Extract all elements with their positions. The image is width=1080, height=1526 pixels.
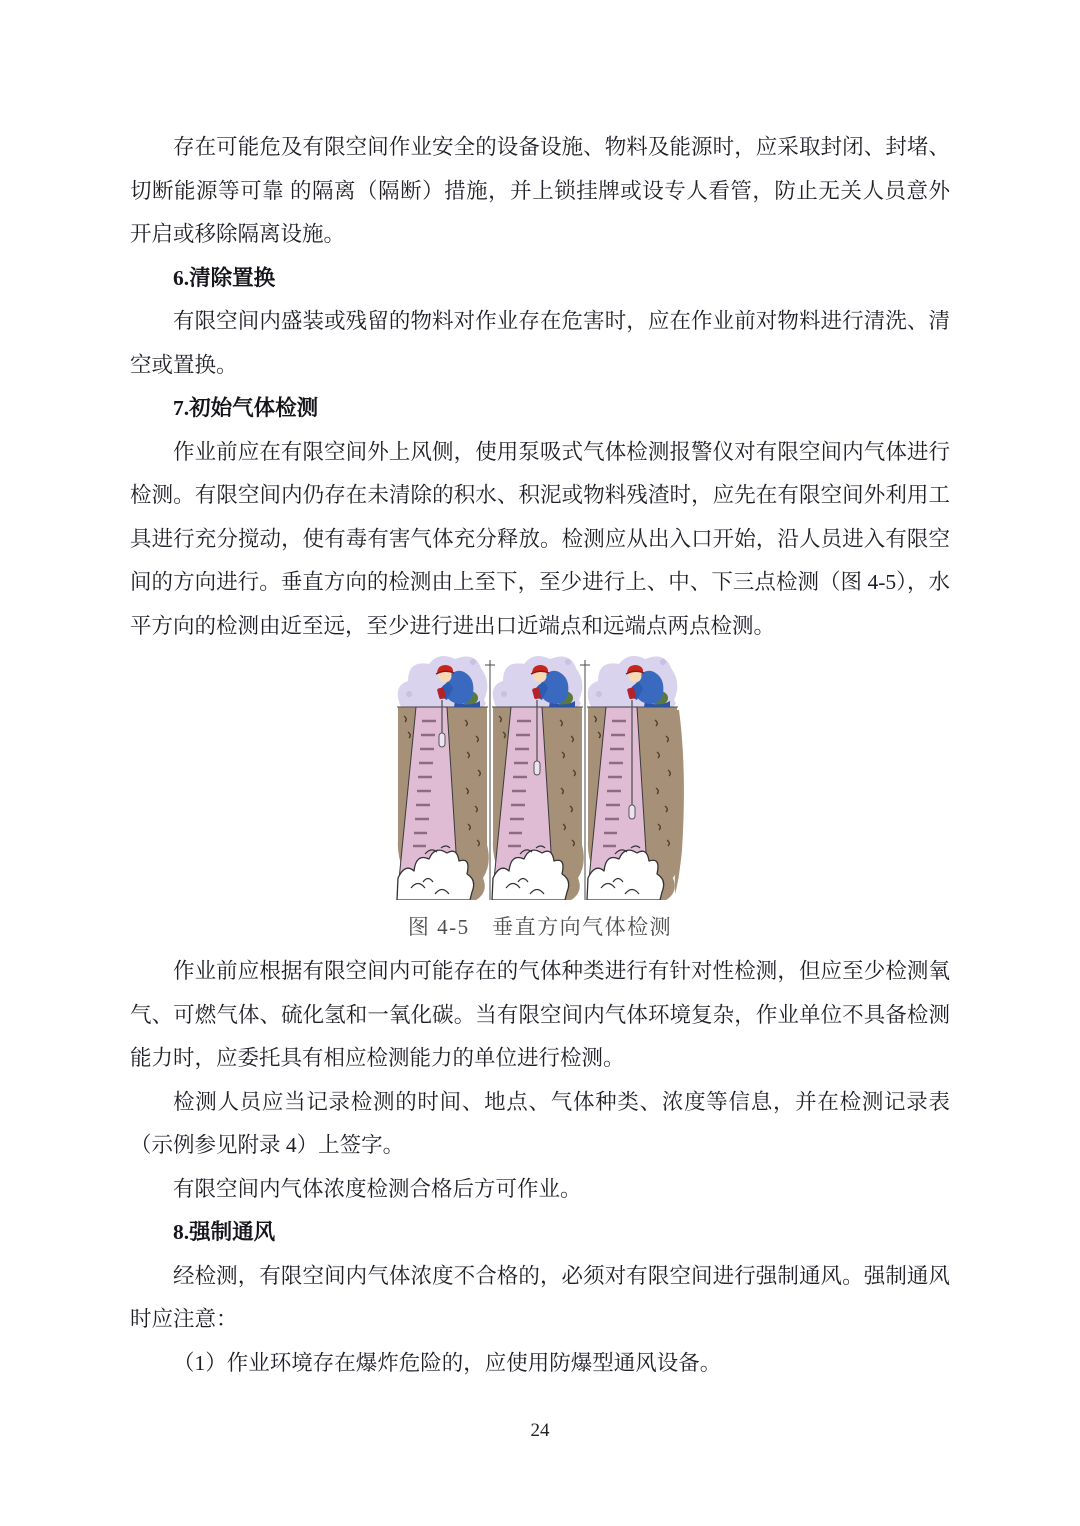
figure-4-5-illustration [395,650,685,905]
paragraph-detection-procedure: 作业前应在有限空间外上风侧，使用泵吸式气体检测报警仪对有限空间内气体进行检测。有限空间内仍存在未清除的积水、积泥或物料残渣时，应先在有限空间外利用工具进行充分搅动，使有毒有害气体充分释放。检测应从出入口开始，沿人员进入有限空间的方向进行。垂直方向的检测由上至下，至少进行上、中、下三点检测（图 4-5），水平方向的检测由近至远，至少进行进出口近端点和远端点两点检测。 [130,439,950,638]
panel-middle-point [492,656,584,900]
paragraph-material-cleaning: 有限空间内盛装或残留的物料对作业存在危害时，应在作业前对物料进行清洗、清空或置换。 [130,309,950,377]
paragraph-forced-ventilation-intro: 经检测，有限空间内气体浓度不合格的，必须对有限空间进行强制通风。强制通风时应注意： [130,1263,950,1331]
paragraph-pass-before-work: 有限空间内气体浓度检测合格后方可作业。 [173,1176,582,1201]
paragraph-detection-record: 检测人员应当记录检测的时间、地点、气体种类、浓度等信息，并在检测记录表（示例参见附录 4）上签字。 [130,1089,950,1157]
paragraph-targeted-detection: 作业前应根据有限空间内可能存在的气体种类进行有针对性检测，但应至少检测氧气、可燃气体、硫化氢和一氧化碳。当有限空间内气体环境复杂，作业单位不具备检测能力时，应委托具有相应检测能力的单位进行检测。 [130,959,950,1070]
page-number: 24 [530,1420,550,1441]
heading-6-clear-and-replace: 6.清除置换 [173,265,276,290]
gas-detection-figure [395,650,685,900]
heading-8-forced-ventilation: 8.强制通风 [173,1220,276,1244]
figure-caption: 图 4-5 垂直方向气体检测 [407,915,673,939]
heading-7-initial-gas-detection: 7.初始气体检测 [173,396,319,420]
paragraph-isolation-measures: 存在可能危及有限空间作业安全的设备设施、物料及能源时，应采取封闭、封堵、切断能源等可靠 的隔离（隔断）措施，并上锁挂牌或设专人看管，防止无关人员意外开启或移除隔离设施。 [130,135,950,246]
panel-bottom-point [587,656,679,900]
document-body [130,126,950,1385]
panel-top-point [397,656,489,900]
paragraph-explosion-proof-equipment: （1）作业环境存在爆炸危险的，应使用防爆型通风设备。 [173,1350,722,1375]
